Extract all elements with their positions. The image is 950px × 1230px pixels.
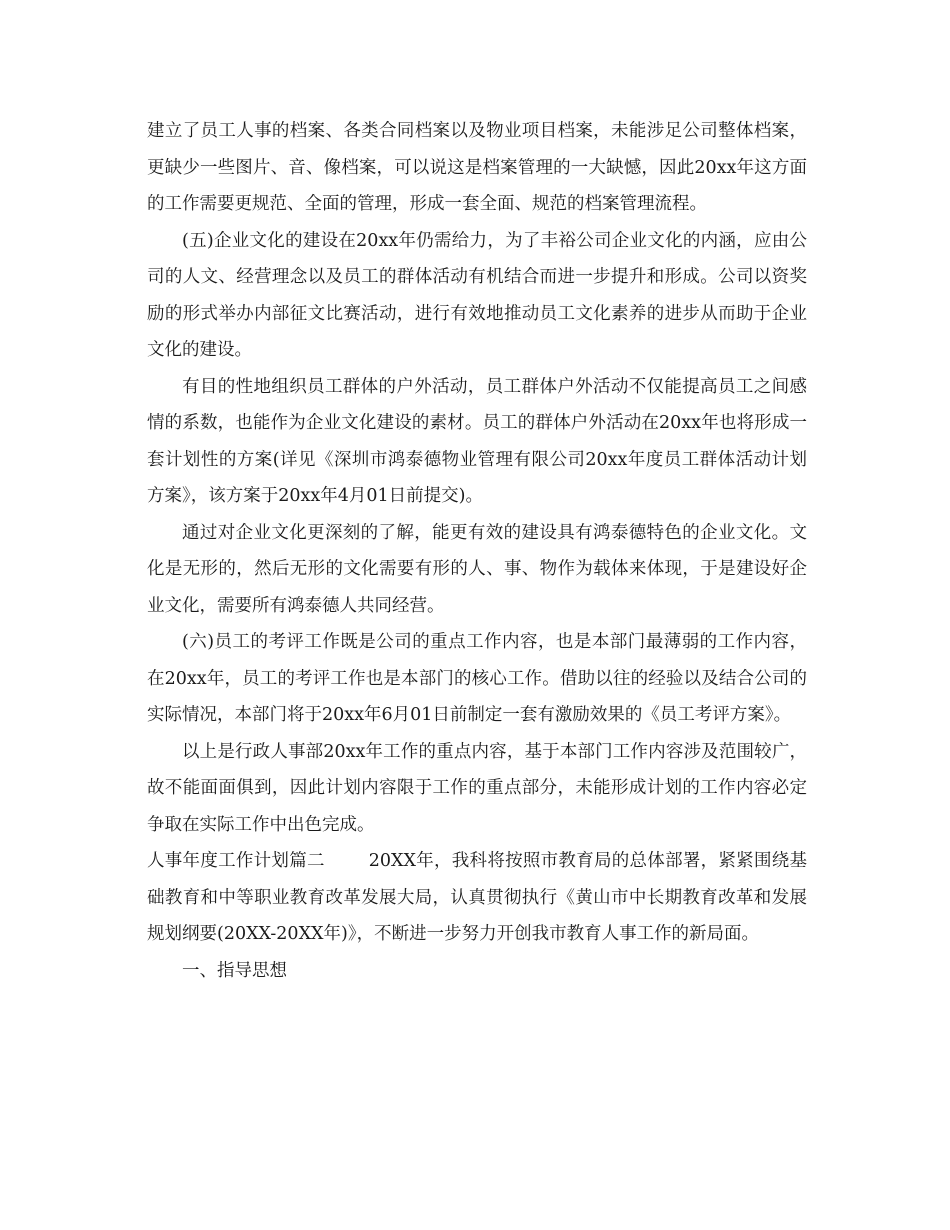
paragraph-summary: 以上是行政人事部20xx年工作的重点内容，基于本部门工作内容涉及范围较广，故不能面面俱到，因此计划内容限于工作的重点部分，未能形成计划的工作内容必定争取在实际工作中出色完成。 <box>147 741 807 835</box>
heading-guiding-ideology: 一、指导思想 <box>182 960 287 981</box>
section-two-paragraph <box>147 843 807 953</box>
paragraph-archives: 建立了员工人事的档案、各类合同档案以及物业项目档案，未能涉足公司整体档案，更缺少一些图片、音、像档案，可以说这是档案管理的一大缺憾，因此20xx年这方面的工作需要更规范、全面的管理，形成一套全面、规范的档案管理流程。 <box>147 121 807 214</box>
paragraph-evaluation: (六)员工的考评工作既是公司的重点工作内容，也是本部门最薄弱的工作内容，在20xx年，员工的考评工作也是本部门的核心工作。借助以往的经验以及结合公司的实际情况，本部门将于20xx年6月01日前制定一套有激励效果的《员工考评方案》。 <box>147 632 807 725</box>
section-two-title: 人事年度工作计划篇二 <box>147 851 325 871</box>
document-page <box>147 113 807 989</box>
paragraph-culture-understanding: 通过对企业文化更深刻的了解，能更有效的建设具有鸿泰德特色的企业文化。文化是无形的，然后无形的文化需要有形的人、事、物作为载体来体现，于是建设好企业文化，需要所有鸿泰德人共同经营。 <box>147 522 807 616</box>
paragraph-outdoor-activities: 有目的性地组织员工群体的户外活动，员工群体户外活动不仅能提高员工之间感情的系数，也能作为企业文化建设的素材。员工的群体户外活动在20xx年也将形成一套计划性的方案(详见《深圳市鸿泰德物业管理有限公司20xx年度员工群体活动计划方案》，该方案于20xx年4月01日前提交)。 <box>147 376 807 506</box>
paragraph-corporate-culture: (五)企业文化的建设在20xx年仍需给力，为了丰裕公司企业文化的内涵，应由公司的人文、经营理念以及员工的群体活动有机结合而进一步提升和形成。公司以资奖励的形式举办内部征文比赛活动，进行有效地推动员工文化素养的进步从而助于企业文化的建设。 <box>147 230 807 360</box>
section-two-text: 20XX年，我科将按照市教育局的总体部署，紧紧围绕基础教育和中等职业教育改革发展大局，认真贯彻执行《黄山市中长期教育改革和发展规划纲要(20XX-20XX年)》，不断进一步努力开创我市教育人事工作的新局面。 <box>147 851 808 944</box>
